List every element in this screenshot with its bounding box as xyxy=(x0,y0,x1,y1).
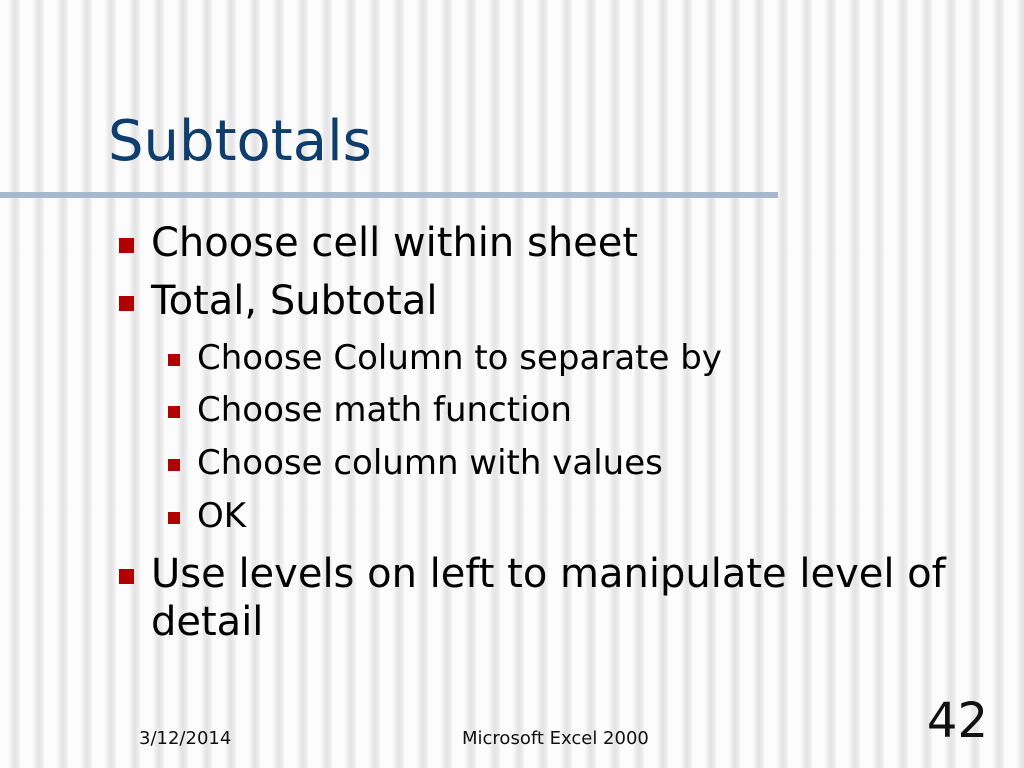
square-bullet-icon xyxy=(168,459,180,471)
bullet-text: Choose column with values xyxy=(197,443,663,483)
slide-number: 42 xyxy=(926,693,988,749)
bullet-text: Choose math function xyxy=(197,390,572,430)
sub-bullet-item xyxy=(197,495,246,537)
square-bullet-icon xyxy=(119,296,134,311)
footer-date: 3/12/2014 xyxy=(139,728,232,749)
bullet-text: Choose cell within sheet xyxy=(151,220,639,266)
bullet-text: Total, Subtotal xyxy=(151,278,438,324)
square-bullet-icon xyxy=(168,354,180,366)
bullet-text: Use levels on left to manipulate level of detail xyxy=(151,551,946,645)
bullet-item xyxy=(151,277,437,325)
bullet-text: OK xyxy=(197,496,247,536)
bullet-text: Choose Column to separate by xyxy=(197,338,722,378)
sub-bullet-item xyxy=(197,337,722,379)
title-divider xyxy=(0,192,778,198)
square-bullet-icon xyxy=(119,238,134,253)
square-bullet-icon xyxy=(168,406,180,418)
slide-title: Subtotals xyxy=(108,109,372,174)
bullet-item xyxy=(151,550,1001,646)
footer-text: Microsoft Excel 2000 xyxy=(462,728,649,749)
sub-bullet-item xyxy=(197,389,572,431)
square-bullet-icon xyxy=(168,512,180,524)
bullet-item xyxy=(151,219,638,267)
square-bullet-icon xyxy=(119,569,134,584)
sub-bullet-item xyxy=(197,442,663,484)
